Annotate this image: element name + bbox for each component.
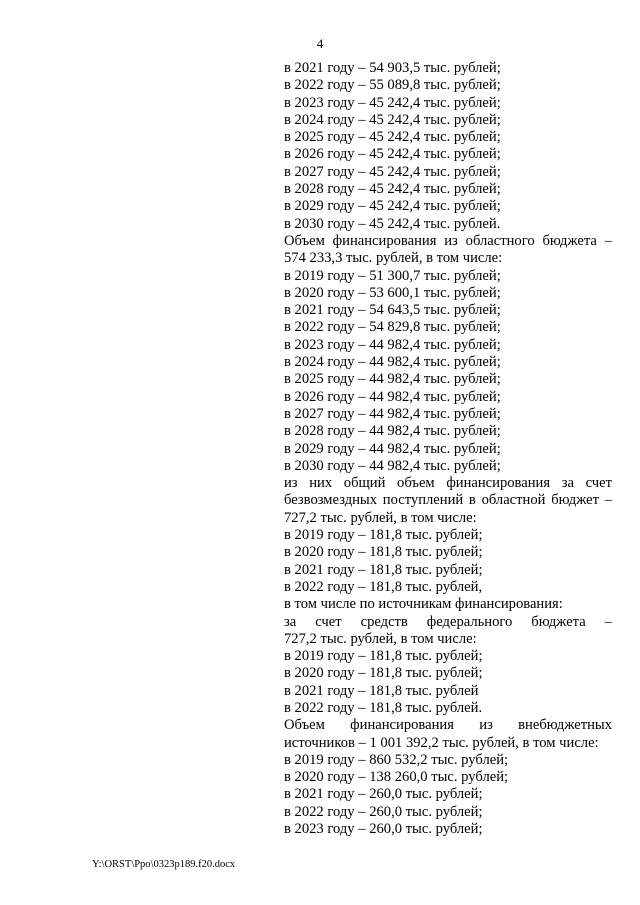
- text-line: в 2019 году – 860 532,2 тыс. рублей;: [284, 751, 509, 768]
- text-line: в 2020 году – 138 260,0 тыс. рублей;: [284, 769, 509, 786]
- text-line: в 2021 году – 54 643,5 тыс. рублей;: [284, 302, 501, 319]
- text-line: в 2026 году – 44 982,4 тыс. рублей;: [284, 388, 501, 405]
- text-line: в 2020 году – 53 600,1 тыс. рублей;: [284, 284, 501, 301]
- text-line: в том числе по источникам финансирования:: [284, 596, 563, 613]
- text-line: в 2023 году – 44 982,4 тыс. рублей;: [284, 336, 501, 353]
- text-line: Объем финансирования из областного бюджета –: [284, 232, 612, 249]
- text-line: в 2022 году – 55 089,8 тыс. рублей;: [284, 77, 501, 94]
- text-line: в 2022 году – 260,0 тыс. рублей;: [284, 803, 483, 820]
- text-line: в 2024 году – 44 982,4 тыс. рублей;: [284, 354, 501, 371]
- text-line: в 2019 году – 181,8 тыс. рублей;: [284, 527, 483, 544]
- text-line: Объем финансирования из внебюджетных: [284, 717, 612, 734]
- text-line: в 2029 году – 44 982,4 тыс. рублей;: [284, 440, 501, 457]
- document-body: [284, 60, 612, 838]
- text-line: в 2019 году – 51 300,7 тыс. рублей;: [284, 267, 501, 284]
- text-line: в 2020 году – 181,8 тыс. рублей;: [284, 544, 483, 561]
- text-line: в 2022 году – 181,8 тыс. рублей,: [284, 578, 483, 595]
- text-line: в 2021 году – 54 903,5 тыс. рублей;: [284, 60, 501, 76]
- text-line: в 2023 году – 260,0 тыс. рублей;: [284, 821, 483, 838]
- text-line: в 2029 году – 45 242,4 тыс. рублей;: [284, 198, 501, 215]
- text-line: источников – 1 001 392,2 тыс. рублей, в том числе:: [284, 734, 599, 751]
- text-line: в 2027 году – 44 982,4 тыс. рублей;: [284, 405, 501, 422]
- footer-file-path: Y:\ORST\Ppo\0323p189.f20.docx: [92, 859, 236, 870]
- text-line: из них общий объем финансирования за счет: [284, 475, 612, 492]
- text-line: 574 233,3 тыс. рублей, в том числе:: [284, 250, 503, 267]
- text-line: в 2027 году – 45 242,4 тыс. рублей;: [284, 163, 501, 180]
- text-line: в 2028 году – 44 982,4 тыс. рублей;: [284, 423, 501, 440]
- text-line: в 2021 году – 181,8 тыс. рублей: [284, 682, 479, 699]
- text-line: в 2030 году – 44 982,4 тыс. рублей;: [284, 457, 501, 474]
- text-line: в 2022 году – 54 829,8 тыс. рублей;: [284, 319, 501, 336]
- text-line: за счет средств федерального бюджета –: [284, 613, 612, 630]
- text-line: в 2026 году – 45 242,4 тыс. рублей;: [284, 146, 501, 163]
- text-line: в 2025 году – 44 982,4 тыс. рублей;: [284, 371, 501, 388]
- text-line: в 2021 году – 260,0 тыс. рублей;: [284, 786, 483, 803]
- text-line: в 2023 году – 45 242,4 тыс. рублей;: [284, 94, 501, 111]
- text-line: в 2025 году – 45 242,4 тыс. рублей;: [284, 129, 501, 146]
- text-line: в 2028 году – 45 242,4 тыс. рублей;: [284, 181, 501, 198]
- text-line: 727,2 тыс. рублей, в том числе:: [284, 630, 477, 647]
- text-line: в 2022 году – 181,8 тыс. рублей.: [284, 699, 483, 716]
- text-line: безвозмездных поступлений в областной бюджет –: [284, 492, 612, 509]
- text-line: в 2019 году – 181,8 тыс. рублей;: [284, 648, 483, 665]
- text-line: в 2020 году – 181,8 тыс. рублей;: [284, 665, 483, 682]
- text-line: в 2021 году – 181,8 тыс. рублей;: [284, 561, 483, 578]
- text-line: в 2030 году – 45 242,4 тыс. рублей.: [284, 215, 501, 232]
- page-number: 4: [316, 36, 324, 51]
- text-line: 727,2 тыс. рублей, в том числе:: [284, 509, 477, 526]
- text-line: в 2024 году – 45 242,4 тыс. рублей;: [284, 111, 501, 128]
